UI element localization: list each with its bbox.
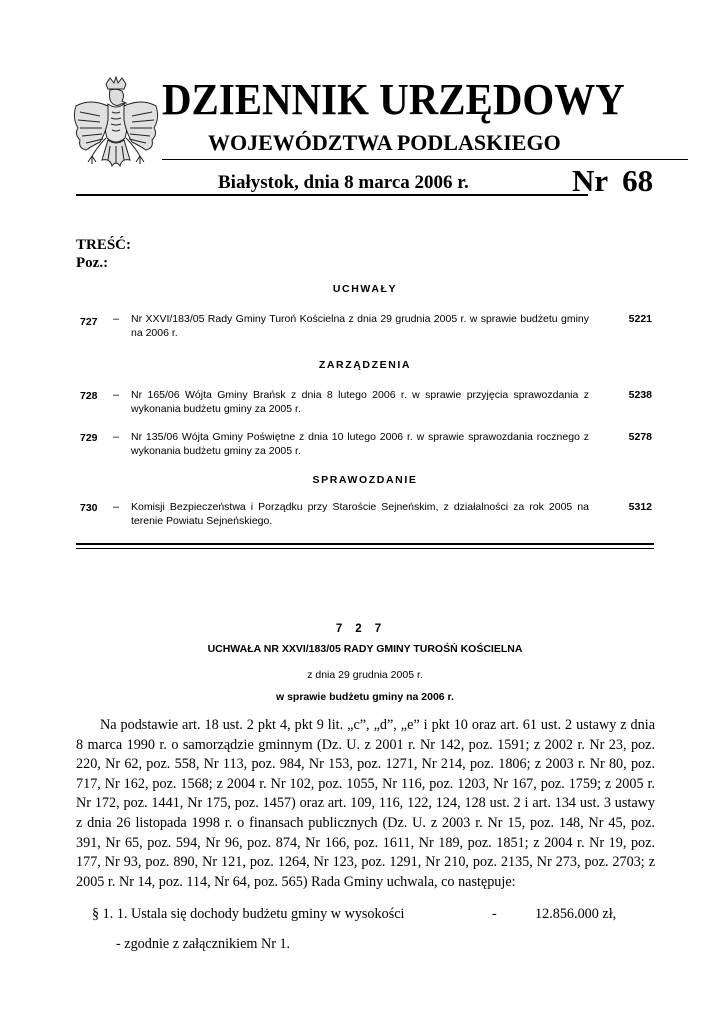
journal-title: DZIENNIK URZĘDOWY bbox=[162, 75, 625, 124]
toc-position-label: Poz.: bbox=[76, 255, 109, 271]
polish-eagle-emblem-icon bbox=[70, 76, 162, 180]
document-date: z dnia 29 grudnia 2005 r. bbox=[307, 669, 423, 681]
toc-entry-text: Nr 165/06 Wójta Gminy Brańsk z dnia 8 lutego 2006 r. w sprawie przyjęcia sprawozdania z wykonania budżetu gminy za 2005 r. bbox=[131, 389, 589, 415]
toc-section-heading: ZARZĄDZENIA bbox=[318, 359, 412, 371]
issue-dateline: Białystok, dnia 8 marca 2006 r. bbox=[218, 172, 469, 193]
toc-entry-page: 5312 bbox=[628, 501, 652, 513]
toc-section-heading: SPRAWOZDANIE bbox=[312, 474, 418, 486]
toc-entry-page: 5221 bbox=[628, 313, 652, 325]
issue-number-label: Nr bbox=[572, 163, 609, 198]
budget-clause-text: § 1. 1. Ustala się dochody budżetu gminy w wysokości bbox=[92, 906, 405, 922]
budget-clause-amount: 12.856.000 zł, bbox=[535, 906, 617, 922]
document-subject: w sprawie budżetu gminy na 2006 r. bbox=[276, 691, 454, 703]
toc-entry-text: Nr XXVI/183/05 Rady Gminy Turoń Kościelna z dnia 29 grudnia 2005 r. w sprawie budżetu gminy na 2006 r. bbox=[131, 313, 589, 339]
document-preamble: Na podstawie art. 18 ust. 2 pkt 4, pkt 9 lit. „c”, „d”, „e” i pkt 10 oraz art. 61 ust. 2 ustawy z dnia 8 marca 1990 r. o samorządzie gminnym (Dz. U. z 2001 r. Nr 142, poz. 1591; z 2002 r. Nr 23, poz. 220, Nr 62, poz. 558, Nr 113, poz. 984, Nr 153, poz. 1271, Nr 214, poz. 1806; z 2003 r. Nr 80, poz. 717, Nr 162, poz. 1568; z 2004 r. Nr 102, poz. 1055, Nr 116, poz. 1203, Nr 167, poz. 1759; z 2005 r. Nr 172, poz. 1441, Nr 175, poz. 1457) oraz art. 109, 116, 122, 124, 128 ust. 2 i art. 134 ust. 3 ustawy z dnia 26 listopada 1998 r. o finansach publicznych (Dz. U. z 2003 r. Nr 15, poz. 148, Nr 45, poz. 391, Nr 65, poz. 594, Nr 96, poz. 874, Nr 166, poz. 1611, Nr 189, poz. 1851; z 2004 r. Nr 19, poz. 177, Nr 93, poz. 890, Nr 121, poz. 1264, Nr 123, poz. 1291, Nr 210, poz. 2135, Nr 273, poz. 2703; z 2005 r. Nr 14, poz. 114, Nr 64, poz. 565) Rada Gminy uchwala, co następuje: bbox=[76, 717, 655, 890]
document-position-number: 727 bbox=[335, 623, 395, 635]
document-title: UCHWAŁA NR XXVI/183/05 RADY GMINY TUROŚŃ KOŚCIELNA bbox=[207, 643, 523, 655]
toc-entry-text: Komisji Bezpieczeństwa i Porządku przy Staroście Sejneńskim, z działalności za rok 2005 na terenie Powiatu Sejneńskiego. bbox=[131, 501, 589, 527]
toc-entry-dash: – bbox=[113, 389, 120, 401]
issue-number-value: 68 bbox=[622, 163, 654, 198]
toc-heading: TREŚĆ: bbox=[76, 237, 132, 253]
budget-clause-dash: - bbox=[492, 906, 497, 922]
toc-entry-page: 5238 bbox=[628, 389, 652, 401]
budget-clause bbox=[92, 904, 652, 924]
toc-entry-dash: – bbox=[113, 431, 120, 443]
section-divider-thin bbox=[76, 548, 654, 549]
toc-entry-dash: – bbox=[113, 501, 120, 513]
toc-entry-dash: – bbox=[113, 313, 120, 325]
journal-subtitle: WOJEWÓDZTWA PODLASKIEGO bbox=[208, 130, 561, 155]
toc-entry-text: Nr 135/06 Wójta Gminy Poświętne z dnia 10 lutego 2006 r. w sprawie sprawozdania rocznego z wykonania budżetu gminy za 2005 r. bbox=[131, 431, 589, 457]
toc-entry-position: 729 bbox=[80, 432, 98, 444]
section-divider-thick bbox=[76, 543, 654, 545]
toc-entry-position: 728 bbox=[80, 390, 98, 402]
budget-clause-note: - zgodnie z załącznikiem Nr 1. bbox=[116, 936, 291, 952]
toc-entry-page: 5278 bbox=[628, 431, 652, 443]
header-bottom-divider bbox=[76, 194, 588, 196]
toc-entry-position: 727 bbox=[80, 316, 98, 328]
header-divider bbox=[162, 159, 688, 160]
toc-section-heading: UCHWAŁY bbox=[332, 283, 398, 295]
toc-entry-position: 730 bbox=[80, 502, 98, 514]
